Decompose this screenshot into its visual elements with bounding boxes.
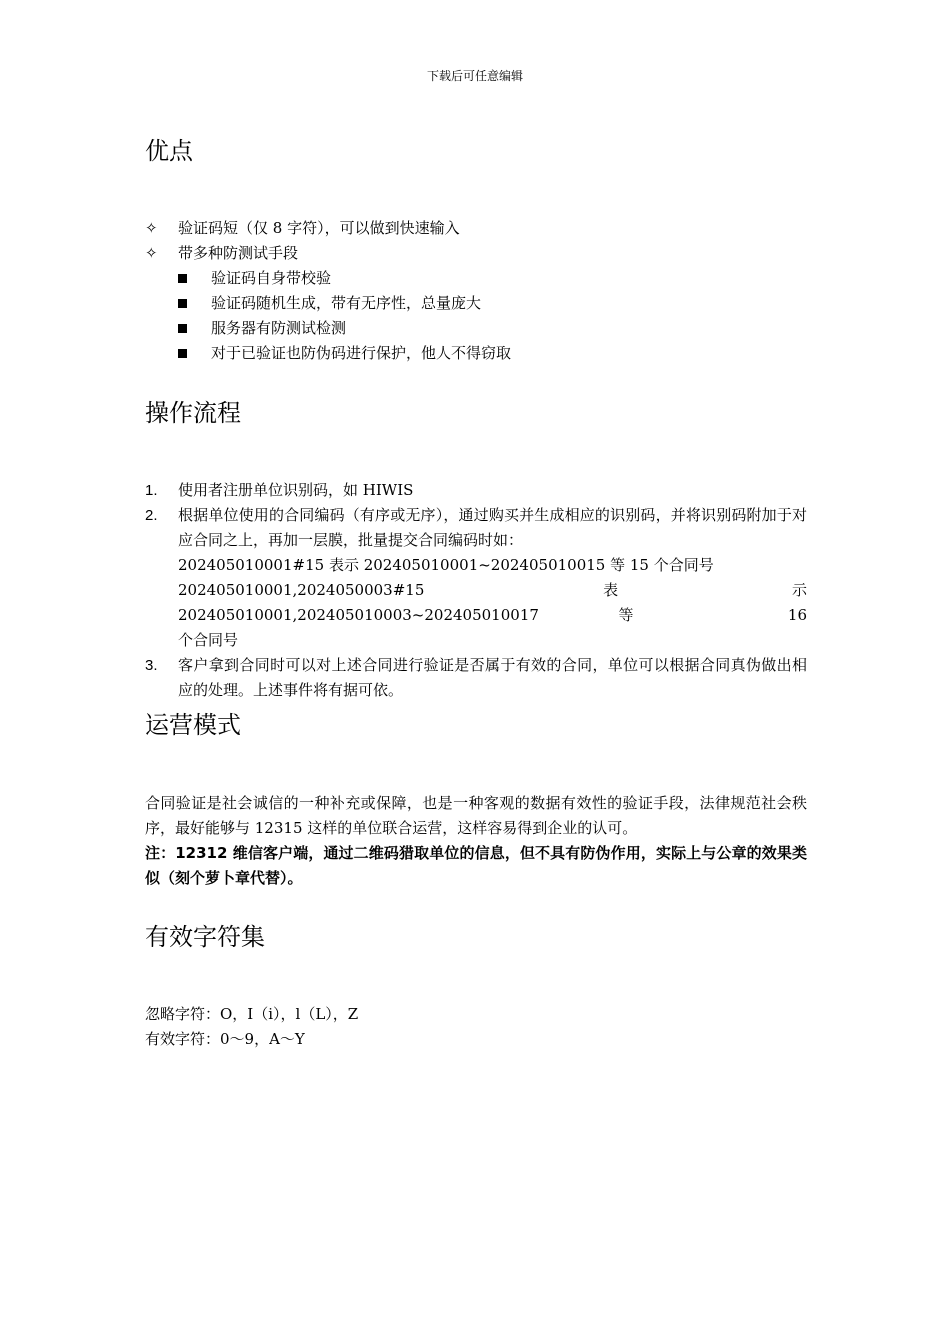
star-bullet-icon: ✧	[145, 244, 158, 262]
operation-text	[145, 791, 807, 891]
square-bullet-icon	[178, 324, 187, 333]
section-title-charset: 有效字符集	[145, 923, 265, 951]
section-title-advantages: 优点	[145, 137, 193, 165]
example-line: 个合同号	[178, 631, 239, 649]
square-bullet-icon	[178, 274, 187, 283]
star-bullet-icon: ✧	[145, 219, 158, 237]
valid-chars: 有效字符：0～9，A～Y	[145, 1030, 305, 1048]
step-number: 3.	[145, 657, 158, 674]
page-header: 下载后可任意编辑	[426, 69, 523, 83]
section-title-operation: 运营模式	[145, 711, 241, 739]
step-number: 1.	[145, 482, 158, 499]
operation-paragraph: 合同验证是社会诚信的一种补充或保障，也是一种客观的数据有效性的验证手段，法律规范社会秩序，最好能够与 12315 这样的单位联合运营，这样容易得到企业的认可。	[145, 794, 807, 837]
step-item: 2. 根据单位使用的合同编码（有序或无序），通过购买并生成相应的识别码，并将识别码附加于对应合同之上，再加一层膜，批量提交合同编码时如： 202405010001#15 表示 202405010001~202405010015 等 15 个合同号 202405010001,2024050003#15 表示 202405010001,202405010003~202405010017 等 16 个合同号	[145, 503, 807, 653]
step-item: 3. 客户拿到合同时可以对上述合同进行验证是否属于有效的合同，单位可以根据合同真伪做出相应的处理。上述事件将有据可依。	[145, 653, 807, 703]
example-line: 202405010001,2024050003#15 表示 202405010001,202405010003~202405010017 等 16	[178, 581, 807, 624]
operation-note: 注：12312 维信客户端，通过二维码猎取单位的信息，但不具有防伪作用，实际上与公章的效果类似（刻个萝卜章代替）。	[145, 844, 807, 887]
list-item: ✧ 验证码短（仅 8 字符），可以做到快速输入	[145, 216, 807, 241]
square-bullet-icon	[178, 299, 187, 308]
list-item: ✧ 带多种防测试手段 验证码自身带校验 验证码随机生成，带有无序性，总量庞大 服务器有防测试检测 对于已验证也防伪码进行保护，他人不得窃取	[145, 241, 807, 366]
sub-list-item: 验证码随机生成，带有无序性，总量庞大	[178, 291, 807, 316]
sub-list-item: 对于已验证也防伪码进行保护，他人不得窃取	[178, 341, 807, 366]
step-number: 2.	[145, 507, 158, 524]
ignored-chars: 忽略字符：O，I（i），l（L），Z	[145, 1005, 359, 1023]
sub-list-item: 服务器有防测试检测	[178, 316, 807, 341]
process-steps	[145, 478, 807, 703]
step-item: 1. 使用者注册单位识别码，如 HIWIS	[145, 478, 807, 503]
charset-text	[145, 1002, 807, 1052]
advantages-list	[145, 216, 807, 366]
section-title-process: 操作流程	[145, 399, 241, 427]
square-bullet-icon	[178, 349, 187, 358]
sub-list-item: 验证码自身带校验	[178, 266, 807, 291]
example-line: 202405010001#15 表示 202405010001~202405010015 等 15 个合同号	[178, 556, 714, 574]
